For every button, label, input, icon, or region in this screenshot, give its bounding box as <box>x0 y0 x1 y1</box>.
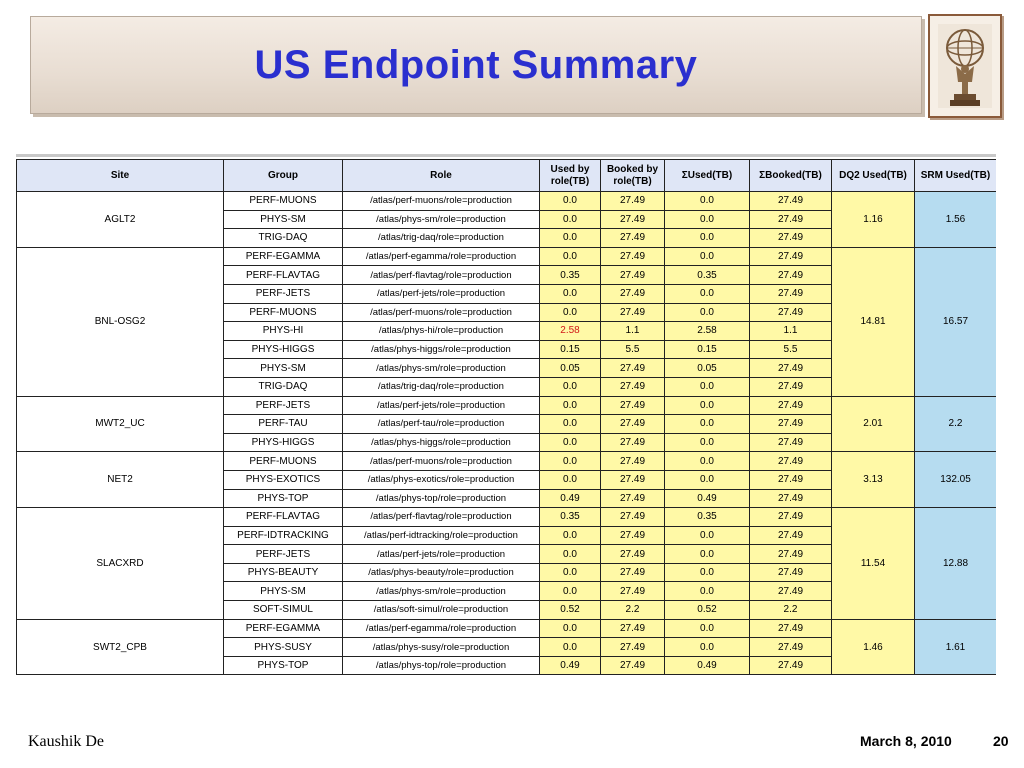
sum-used-cell: 0.0 <box>665 210 750 229</box>
group-cell: PERF-EGAMMA <box>224 619 343 638</box>
sum-used-cell: 0.0 <box>665 192 750 211</box>
sum-booked-cell: 27.49 <box>750 415 832 434</box>
role-cell: /atlas/perf-jets/role=production <box>343 396 540 415</box>
table-row <box>17 192 997 211</box>
srm-used-cell: 12.88 <box>915 508 997 620</box>
table-row <box>17 247 997 266</box>
sum-used-cell: 0.0 <box>665 303 750 322</box>
booked-by-role-cell: 27.49 <box>601 656 665 675</box>
booked-by-role-cell: 27.49 <box>601 638 665 657</box>
booked-by-role-cell: 27.49 <box>601 377 665 396</box>
sum-booked-cell: 27.49 <box>750 266 832 285</box>
group-cell: PERF-MUONS <box>224 303 343 322</box>
sum-used-cell: 2.58 <box>665 322 750 341</box>
sum-booked-cell: 27.49 <box>750 229 832 248</box>
booked-by-role-cell: 27.49 <box>601 192 665 211</box>
sum-booked-cell: 27.49 <box>750 656 832 675</box>
role-cell: /atlas/perf-flavtag/role=production <box>343 266 540 285</box>
role-cell: /atlas/perf-egamma/role=production <box>343 247 540 266</box>
sum-booked-cell: 27.49 <box>750 545 832 564</box>
group-cell: PHYS-HI <box>224 322 343 341</box>
sum-booked-cell: 27.49 <box>750 470 832 489</box>
group-cell: PHYS-TOP <box>224 489 343 508</box>
booked-by-role-cell: 27.49 <box>601 582 665 601</box>
group-cell: PHYS-TOP <box>224 656 343 675</box>
sum-booked-cell: 27.49 <box>750 284 832 303</box>
role-cell: /atlas/perf-muons/role=production <box>343 452 540 471</box>
group-cell: PHYS-HIGGS <box>224 340 343 359</box>
site-cell: SLACXRD <box>17 508 224 620</box>
used-by-role-cell: 0.0 <box>540 433 601 452</box>
sum-booked-cell: 27.49 <box>750 396 832 415</box>
sum-booked-cell: 27.49 <box>750 526 832 545</box>
sum-used-cell: 0.0 <box>665 638 750 657</box>
used-by-role-cell: 0.0 <box>540 470 601 489</box>
booked-by-role-cell: 27.49 <box>601 545 665 564</box>
footer-page-number: 20 <box>993 733 1009 749</box>
role-cell: /atlas/soft-simul/role=production <box>343 601 540 620</box>
role-cell: /atlas/perf-tau/role=production <box>343 415 540 434</box>
group-cell: PERF-FLAVTAG <box>224 266 343 285</box>
sum-booked-cell: 27.49 <box>750 563 832 582</box>
header-site: Site <box>17 160 224 192</box>
role-cell: /atlas/trig-daq/role=production <box>343 377 540 396</box>
booked-by-role-cell: 27.49 <box>601 433 665 452</box>
group-cell: TRIG-DAQ <box>224 377 343 396</box>
booked-by-role-cell: 27.49 <box>601 508 665 527</box>
sum-used-cell: 0.52 <box>665 601 750 620</box>
header-role: Role <box>343 160 540 192</box>
site-cell: AGLT2 <box>17 192 224 248</box>
sum-used-cell: 0.35 <box>665 266 750 285</box>
sum-used-cell: 0.0 <box>665 396 750 415</box>
sum-used-cell: 0.0 <box>665 563 750 582</box>
sum-used-cell: 0.0 <box>665 415 750 434</box>
booked-by-role-cell: 27.49 <box>601 229 665 248</box>
booked-by-role-cell: 27.49 <box>601 415 665 434</box>
role-cell: /atlas/phys-beauty/role=production <box>343 563 540 582</box>
role-cell: /atlas/phys-susy/role=production <box>343 638 540 657</box>
header-sum-used: ΣUsed(TB) <box>665 160 750 192</box>
booked-by-role-cell: 27.49 <box>601 489 665 508</box>
table-row <box>17 452 997 471</box>
table-row <box>17 396 997 415</box>
sum-booked-cell: 2.2 <box>750 601 832 620</box>
booked-by-role-cell: 27.49 <box>601 396 665 415</box>
booked-by-role-cell: 27.49 <box>601 452 665 471</box>
sum-used-cell: 0.0 <box>665 619 750 638</box>
group-cell: PERF-IDTRACKING <box>224 526 343 545</box>
role-cell: /atlas/trig-daq/role=production <box>343 229 540 248</box>
dq2-used-cell: 11.54 <box>832 508 915 620</box>
sum-booked-cell: 27.49 <box>750 638 832 657</box>
table-body <box>17 192 997 675</box>
sum-booked-cell: 27.49 <box>750 433 832 452</box>
role-cell: /atlas/phys-top/role=production <box>343 489 540 508</box>
role-cell: /atlas/phys-top/role=production <box>343 656 540 675</box>
header-used-by-role: Used by role(TB) <box>540 160 601 192</box>
sum-booked-cell: 27.49 <box>750 377 832 396</box>
group-cell: PERF-JETS <box>224 284 343 303</box>
sum-booked-cell: 27.49 <box>750 359 832 378</box>
used-by-role-cell: 0.49 <box>540 489 601 508</box>
booked-by-role-cell: 27.49 <box>601 619 665 638</box>
group-cell: PHYS-SM <box>224 210 343 229</box>
sum-used-cell: 0.0 <box>665 377 750 396</box>
dq2-used-cell: 1.16 <box>832 192 915 248</box>
sum-used-cell: 0.0 <box>665 229 750 248</box>
role-cell: /atlas/perf-muons/role=production <box>343 192 540 211</box>
role-cell: /atlas/phys-sm/role=production <box>343 359 540 378</box>
group-cell: PERF-MUONS <box>224 192 343 211</box>
site-cell: SWT2_CPB <box>17 619 224 675</box>
used-by-role-cell: 0.0 <box>540 545 601 564</box>
group-cell: PHYS-SUSY <box>224 638 343 657</box>
dq2-used-cell: 14.81 <box>832 247 915 396</box>
srm-used-cell: 1.56 <box>915 192 997 248</box>
footer-date: March 8, 2010 <box>860 733 952 749</box>
sum-booked-cell: 27.49 <box>750 452 832 471</box>
role-cell: /atlas/perf-flavtag/role=production <box>343 508 540 527</box>
used-by-role-cell: 0.0 <box>540 284 601 303</box>
header-dq2-used: DQ2 Used(TB) <box>832 160 915 192</box>
used-by-role-cell: 0.0 <box>540 452 601 471</box>
booked-by-role-cell: 27.49 <box>601 303 665 322</box>
booked-by-role-cell: 5.5 <box>601 340 665 359</box>
sum-booked-cell: 27.49 <box>750 303 832 322</box>
used-by-role-cell: 0.0 <box>540 582 601 601</box>
dq2-used-cell: 1.46 <box>832 619 915 675</box>
role-cell: /atlas/perf-egamma/role=production <box>343 619 540 638</box>
group-cell: PERF-MUONS <box>224 452 343 471</box>
used-by-role-cell: 0.05 <box>540 359 601 378</box>
used-by-role-cell: 0.49 <box>540 656 601 675</box>
sum-used-cell: 0.0 <box>665 545 750 564</box>
role-cell: /atlas/phys-higgs/role=production <box>343 340 540 359</box>
role-cell: /atlas/phys-sm/role=production <box>343 210 540 229</box>
booked-by-role-cell: 27.49 <box>601 210 665 229</box>
sum-used-cell: 0.0 <box>665 247 750 266</box>
booked-by-role-cell: 2.2 <box>601 601 665 620</box>
sum-used-cell: 0.0 <box>665 526 750 545</box>
booked-by-role-cell: 27.49 <box>601 563 665 582</box>
group-cell: PHYS-SM <box>224 582 343 601</box>
srm-used-cell: 2.2 <box>915 396 997 452</box>
sum-used-cell: 0.49 <box>665 656 750 675</box>
booked-by-role-cell: 27.49 <box>601 526 665 545</box>
used-by-role-cell: 0.0 <box>540 396 601 415</box>
sum-booked-cell: 5.5 <box>750 340 832 359</box>
used-by-role-cell: 0.0 <box>540 638 601 657</box>
slide-title: US Endpoint Summary <box>254 42 698 87</box>
role-cell: /atlas/perf-jets/role=production <box>343 545 540 564</box>
atlas-logo <box>928 14 1002 118</box>
role-cell: /atlas/phys-sm/role=production <box>343 582 540 601</box>
group-cell: PHYS-SM <box>224 359 343 378</box>
role-cell: /atlas/perf-jets/role=production <box>343 284 540 303</box>
used-by-role-cell: 0.0 <box>540 415 601 434</box>
group-cell: TRIG-DAQ <box>224 229 343 248</box>
group-cell: PERF-JETS <box>224 545 343 564</box>
used-by-role-cell: 0.0 <box>540 229 601 248</box>
used-by-role-cell: 0.0 <box>540 192 601 211</box>
used-by-role-cell: 0.52 <box>540 601 601 620</box>
used-by-role-cell: 0.0 <box>540 247 601 266</box>
group-cell: PERF-TAU <box>224 415 343 434</box>
group-cell: PERF-EGAMMA <box>224 247 343 266</box>
used-by-role-cell: 0.0 <box>540 377 601 396</box>
booked-by-role-cell: 27.49 <box>601 266 665 285</box>
sum-used-cell: 0.0 <box>665 433 750 452</box>
group-cell: PHYS-EXOTICS <box>224 470 343 489</box>
srm-used-cell: 132.05 <box>915 452 997 508</box>
sum-booked-cell: 27.49 <box>750 192 832 211</box>
srm-used-cell: 1.61 <box>915 619 997 675</box>
sum-used-cell: 0.35 <box>665 508 750 527</box>
sum-booked-cell: 27.49 <box>750 489 832 508</box>
role-cell: /atlas/phys-hi/role=production <box>343 322 540 341</box>
used-by-role-cell: 0.0 <box>540 210 601 229</box>
used-by-role-cell: 0.0 <box>540 526 601 545</box>
sum-booked-cell: 27.49 <box>750 210 832 229</box>
header-srm-used: SRM Used(TB) <box>915 160 997 192</box>
role-cell: /atlas/perf-idtracking/role=production <box>343 526 540 545</box>
booked-by-role-cell: 27.49 <box>601 284 665 303</box>
sum-used-cell: 0.49 <box>665 489 750 508</box>
group-cell: PHYS-BEAUTY <box>224 563 343 582</box>
endpoint-table-container <box>16 154 996 676</box>
used-by-role-cell: 0.0 <box>540 563 601 582</box>
booked-by-role-cell: 1.1 <box>601 322 665 341</box>
group-cell: PERF-JETS <box>224 396 343 415</box>
header-booked-by-role: Booked by role(TB) <box>601 160 665 192</box>
endpoint-summary-table <box>16 159 996 675</box>
table-header-row <box>17 160 997 192</box>
dq2-used-cell: 3.13 <box>832 452 915 508</box>
used-by-role-cell: 0.0 <box>540 303 601 322</box>
footer-author: Kaushik De <box>28 733 104 750</box>
used-by-role-cell: 0.35 <box>540 508 601 527</box>
sum-booked-cell: 1.1 <box>750 322 832 341</box>
sum-booked-cell: 27.49 <box>750 619 832 638</box>
group-cell: PERF-FLAVTAG <box>224 508 343 527</box>
site-cell: NET2 <box>17 452 224 508</box>
srm-used-cell: 16.57 <box>915 247 997 396</box>
sum-booked-cell: 27.49 <box>750 582 832 601</box>
atlas-globe-icon <box>936 22 994 110</box>
site-cell: MWT2_UC <box>17 396 224 452</box>
dq2-used-cell: 2.01 <box>832 396 915 452</box>
used-by-role-cell: 0.15 <box>540 340 601 359</box>
group-cell: PHYS-HIGGS <box>224 433 343 452</box>
sum-booked-cell: 27.49 <box>750 247 832 266</box>
header-sum-booked: ΣBooked(TB) <box>750 160 832 192</box>
sum-used-cell: 0.05 <box>665 359 750 378</box>
sum-used-cell: 0.0 <box>665 452 750 471</box>
used-by-role-cell: 0.35 <box>540 266 601 285</box>
title-banner <box>30 16 922 114</box>
sum-used-cell: 0.15 <box>665 340 750 359</box>
booked-by-role-cell: 27.49 <box>601 359 665 378</box>
table-row <box>17 508 997 527</box>
sum-used-cell: 0.0 <box>665 470 750 489</box>
used-by-role-cell: 0.0 <box>540 619 601 638</box>
booked-by-role-cell: 27.49 <box>601 247 665 266</box>
booked-by-role-cell: 27.49 <box>601 470 665 489</box>
group-cell: SOFT-SIMUL <box>224 601 343 620</box>
sum-used-cell: 0.0 <box>665 582 750 601</box>
role-cell: /atlas/phys-exotics/role=production <box>343 470 540 489</box>
role-cell: /atlas/phys-higgs/role=production <box>343 433 540 452</box>
role-cell: /atlas/perf-muons/role=production <box>343 303 540 322</box>
sum-used-cell: 0.0 <box>665 284 750 303</box>
site-cell: BNL-OSG2 <box>17 247 224 396</box>
header-group: Group <box>224 160 343 192</box>
table-row <box>17 619 997 638</box>
sum-booked-cell: 27.49 <box>750 508 832 527</box>
used-by-role-cell: 2.58 <box>540 322 601 341</box>
